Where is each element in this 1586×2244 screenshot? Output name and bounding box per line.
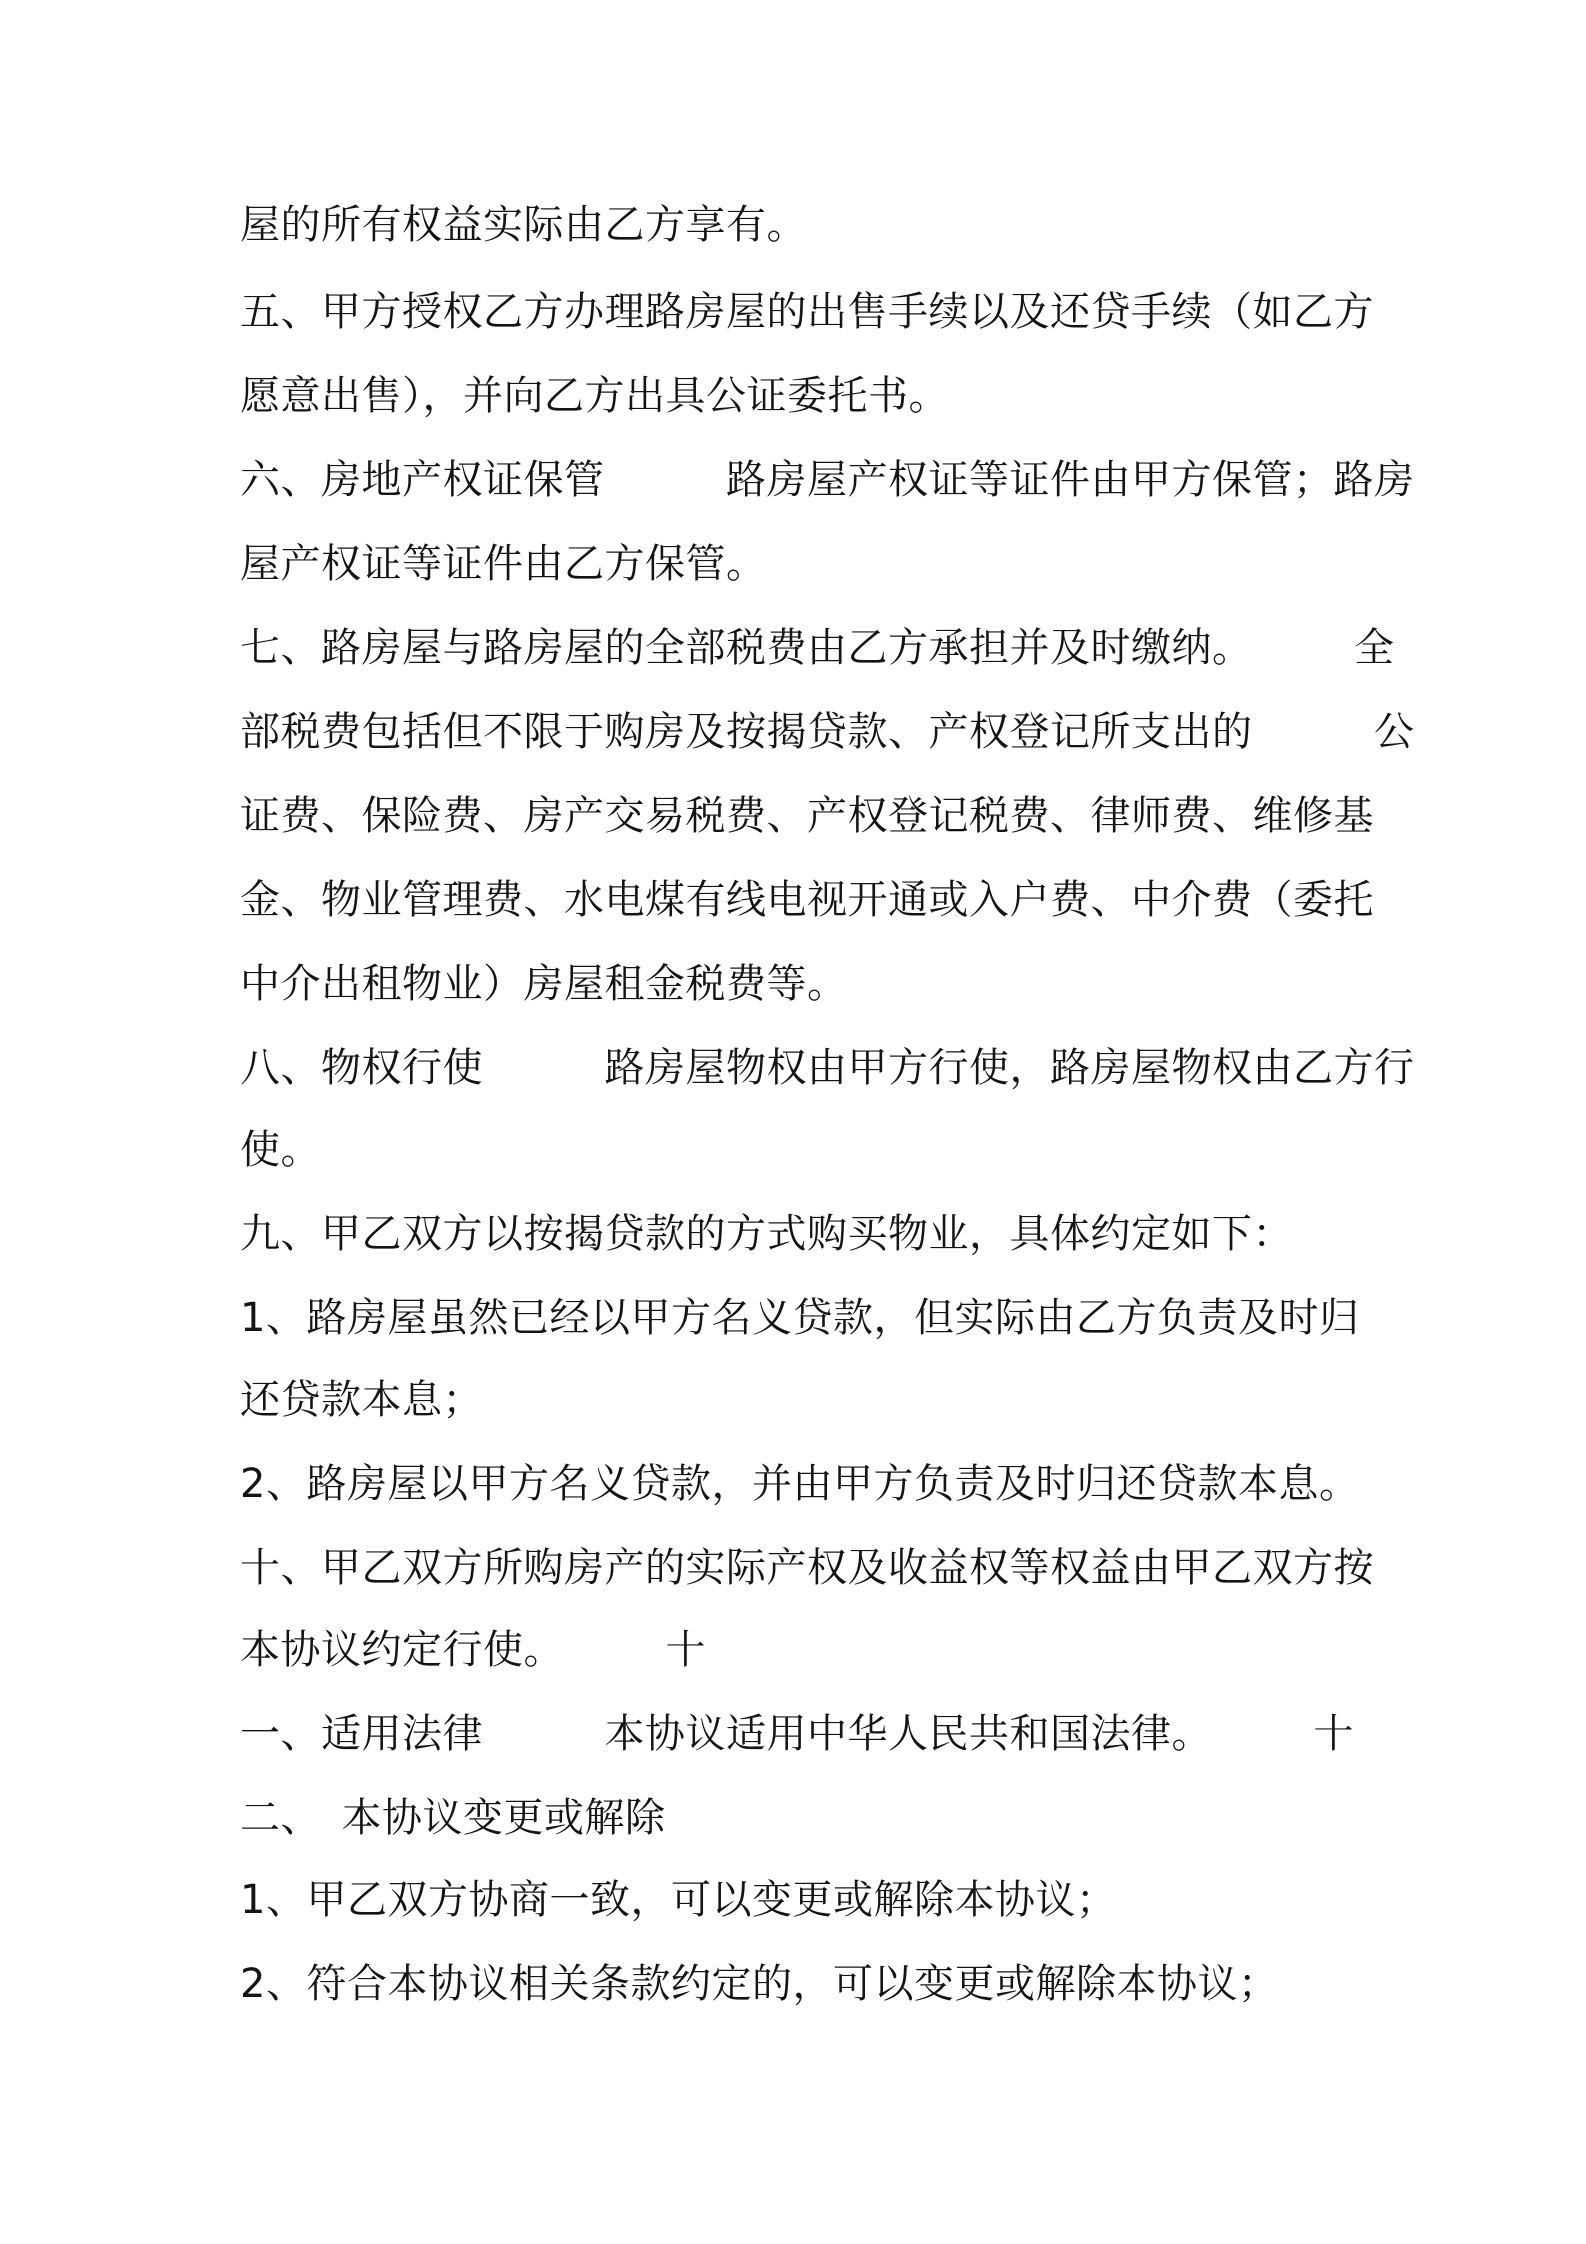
text-line: 五、甲方授权乙方办理路房屋的出售手续以及还贷手续（如乙方 xyxy=(240,289,1374,335)
text-line: 证费、保险费、房产交易税费、产权登记税费、律师费、维修基 xyxy=(240,793,1374,839)
text-line: 本协议约定行使。 十 xyxy=(240,1627,706,1673)
text-line: 还贷款本息； xyxy=(240,1377,483,1423)
text-line: 金、物业管理费、水电煤有线电视开通或入户费、中介费（委托 xyxy=(240,877,1374,923)
text-line: 使。 xyxy=(240,1127,321,1173)
text-line: 八、物权行使 路房屋物权由甲方行使，路房屋物权由乙方行 xyxy=(240,1045,1415,1091)
text-line: 二、 本协议变更或解除 xyxy=(240,1795,666,1841)
text-line: 十、甲乙双方所购房产的实际产权及收益权等权益由甲乙双方按 xyxy=(240,1545,1374,1591)
text-line: 部税费包括但不限于购房及按揭贷款、产权登记所支出的 公 xyxy=(240,709,1415,755)
text-line: 1、甲乙双方协商一致，可以变更或解除本协议； xyxy=(240,1877,1117,1923)
text-line: 屋产权证等证件由乙方保管。 xyxy=(240,541,767,587)
text-line: 中介出租物业）房屋租金税费等。 xyxy=(240,961,848,1007)
text-line: 2、路房屋以甲方名义贷款，并由甲方负责及时归还贷款本息。 xyxy=(240,1461,1360,1507)
text-line: 九、甲乙双方以按揭贷款的方式购买物业，具体约定如下： xyxy=(240,1211,1293,1257)
text-line: 屋的所有权益实际由乙方享有。 xyxy=(240,202,807,248)
text-line: 六、房地产权证保管 路房屋产权证等证件由甲方保管；路房 xyxy=(240,457,1415,503)
text-line: 一、适用法律 本协议适用中华人民共和国法律。 十 xyxy=(240,1711,1354,1757)
text-line: 2、符合本协议相关条款约定的，可以变更或解除本协议； xyxy=(240,1961,1279,2007)
text-line: 愿意出售），并向乙方出具公证委托书。 xyxy=(240,373,949,419)
text-line: 七、路房屋与路房屋的全部税费由乙方承担并及时缴纳。 全 xyxy=(240,625,1395,671)
text-line: 1、路房屋虽然已经以甲方名义贷款，但实际由乙方负责及时归 xyxy=(240,1295,1360,1341)
